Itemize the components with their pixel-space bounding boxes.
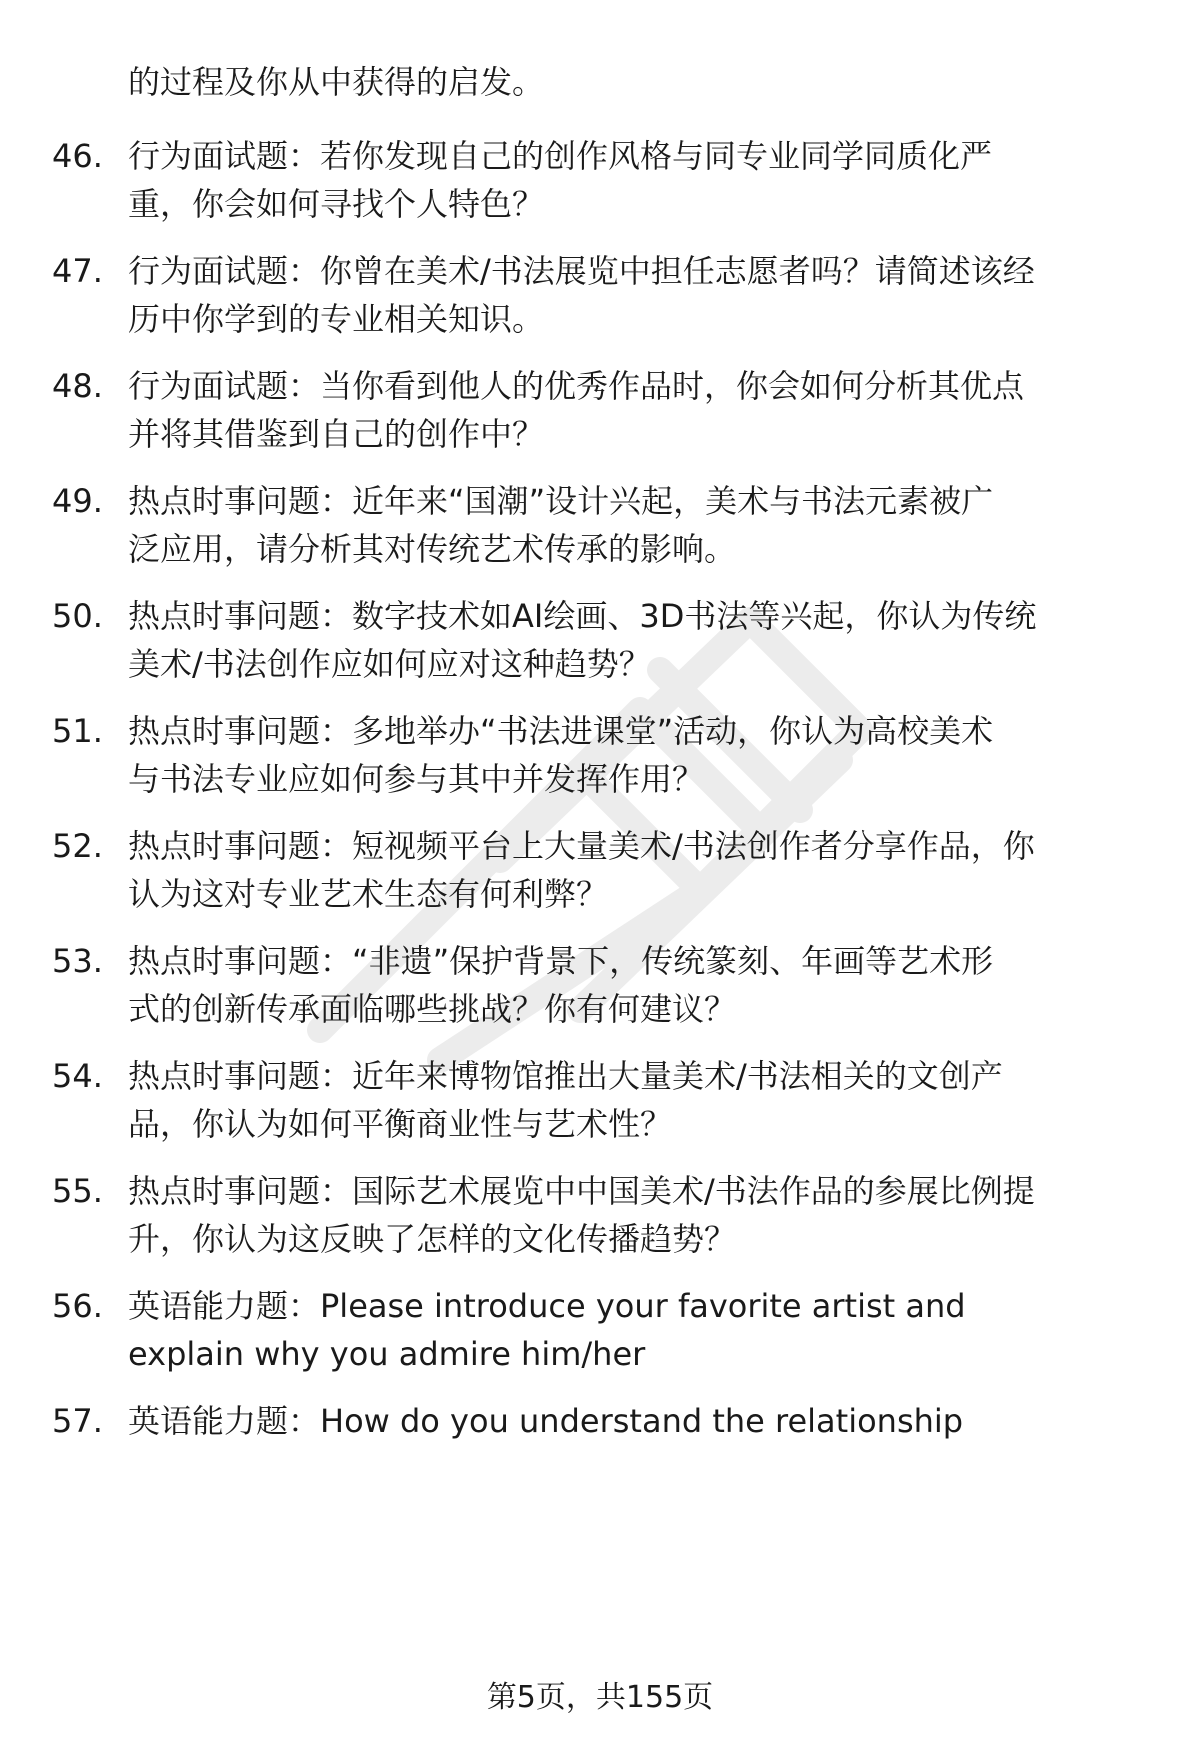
question-text (128, 937, 1158, 1033)
question-text (128, 362, 1158, 458)
question-line: 品，你认为如何平衡商业性与艺术性？ (128, 1105, 673, 1143)
question-line: explain why you admire him/her (128, 1335, 646, 1373)
question-number: 56. (52, 1287, 103, 1325)
question-line: 重，你会如何寻找个人特色？ (128, 185, 545, 223)
question-number: 47. (52, 252, 103, 290)
question-number: 46. (52, 137, 103, 175)
question-number: 48. (52, 367, 103, 405)
question-number: 52. (52, 827, 103, 865)
question-text (128, 1282, 1158, 1378)
question-text (128, 132, 1158, 228)
continuation-line: 的过程及你从中获得的启发。 (128, 63, 545, 101)
question-text (128, 247, 1158, 343)
question-text (128, 1167, 1158, 1263)
question-number: 57. (52, 1402, 103, 1440)
question-number: 54. (52, 1057, 103, 1095)
question-line: 泛应用，请分析其对传统艺术传承的影响。 (128, 530, 737, 568)
question-line: 升，你认为这反映了怎样的文化传播趋势？ (128, 1220, 737, 1258)
question-line: 行为面试题：当你看到他人的优秀作品时，你会如何分析其优点 (128, 367, 1025, 405)
question-line: 热点时事问题：“非遗”保护背景下，传统篆刻、年画等艺术形 (128, 942, 994, 980)
question-line: 认为这对专业艺术生态有何利弊？ (128, 875, 609, 913)
question-line: 历中你学到的专业相关知识。 (128, 300, 545, 338)
question-line: 美术/书法创作应如何应对这种趋势？ (128, 645, 651, 683)
question-number: 53. (52, 942, 103, 980)
question-text (128, 477, 1158, 573)
question-line: 热点时事问题：国际艺术展览中中国美术/书法作品的参展比例提 (128, 1172, 1035, 1210)
question-text (128, 1052, 1158, 1148)
question-line: 热点时事问题：近年来“国潮”设计兴起，美术与书法元素被广 (128, 482, 994, 520)
question-line: 热点时事问题：数字技术如AI绘画、3D书法等兴起，你认为传统 (128, 597, 1037, 635)
question-number: 50. (52, 597, 103, 635)
question-number: 51. (52, 712, 103, 750)
question-line: 与书法专业应如何参与其中并发挥作用？ (128, 760, 705, 798)
question-text (128, 707, 1158, 803)
question-line: 式的创新传承面临哪些挑战？你有何建议？ (128, 990, 737, 1028)
page-footer: 第5页，共155页 (486, 1680, 714, 1715)
question-text (128, 822, 1158, 918)
question-number: 49. (52, 482, 103, 520)
question-line: 行为面试题：若你发现自己的创作风格与同专业同学同质化严 (128, 137, 993, 175)
question-text (128, 592, 1158, 688)
question-line: 英语能力题：Please introduce your favorite artist and (128, 1287, 966, 1325)
question-line: 热点时事问题：多地举办“书法进课堂”活动，你认为高校美术 (128, 712, 994, 750)
question-line: 热点时事问题：近年来博物馆推出大量美术/书法相关的文创产 (128, 1057, 1003, 1095)
question-line: 行为面试题：你曾在美术/书法展览中担任志愿者吗？请简述该经 (128, 252, 1035, 290)
question-number: 55. (52, 1172, 103, 1210)
question-line: 热点时事问题：短视频平台上大量美术/书法创作者分享作品，你 (128, 827, 1035, 865)
question-line: 并将其借鉴到自己的创作中？ (128, 415, 545, 453)
question-line: 英语能力题：How do you understand the relationship (128, 1402, 964, 1440)
question-text (128, 1397, 1158, 1445)
